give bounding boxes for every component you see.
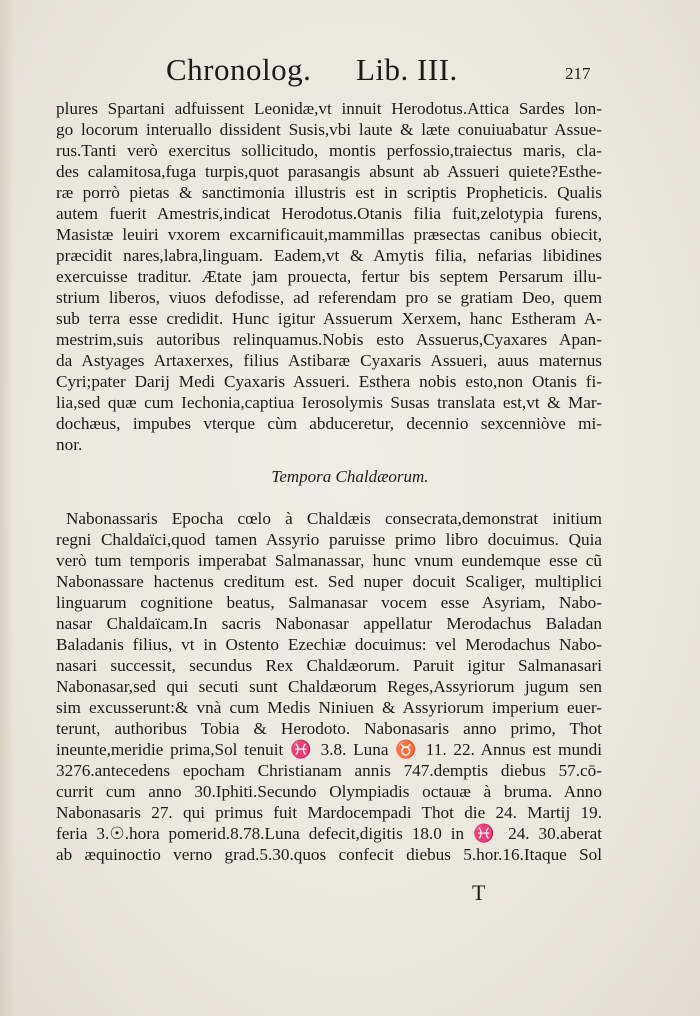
text-line: nasar Chaldaïcam.In sacris Nabonasar appellatur Merodachus Baladan xyxy=(56,614,602,633)
text-line: Baladanis filius, vt in Ostento Ezechiæ docuimus: vel Merodachus Nabo- xyxy=(56,635,602,654)
text-line: verò tum temporis imperabat Salmanassar, hunc vnum eundemque esse cũ xyxy=(56,551,602,570)
text-line: plures Spartani adfuissent Leonidæ,vt innuit Herodotus.Attica Sardes lon- xyxy=(56,99,602,118)
text-line: præcidit nares,labra,linguam. Eadem,vt & Amytis filia, nefarias libidines xyxy=(56,246,602,265)
paragraph-nabonassar xyxy=(56,508,602,865)
text-line: nor. xyxy=(56,435,83,454)
text-line: des calamitosa,fuga turpis,quot parasangis absunt ab Assueri quiete?Esthe- xyxy=(56,162,602,181)
text-line: exercuisse traditur. Ætate jam prouecta, fertur bis septem Persarum illu- xyxy=(56,267,602,286)
section-heading: Tempora Chaldæorum. xyxy=(271,467,429,486)
text-line: regni Chaldaïci,quod tamen Assyrio paruisse primo libro docuimus. Quia xyxy=(56,530,602,549)
text-line: sub terra esse credidit. Hunc igitur Assuerum Xerxem, hanc Estheram A- xyxy=(56,309,602,328)
page-number: 217 xyxy=(565,64,591,83)
paragraph-assuerus xyxy=(56,98,602,455)
binding-edge-shadow xyxy=(0,0,14,1016)
text-line: Nabonassare hactenus creditum est. Sed nuper docuit Scaliger, multiplici xyxy=(56,572,602,591)
text-line: da Astyages Artaxerxes, filius Astibaræ Cyaxaris Assueri, auus maternus xyxy=(56,351,602,370)
text-line: sim excusserunt:& vnà cum Medis Niniuen & Assyriorum imperium euer- xyxy=(56,698,602,717)
text-line: rus.Tanti verò exercitus sollicitudo, montis perfossio,traiectus maris, cla- xyxy=(56,141,602,160)
running-head-title: Chronolog. xyxy=(166,52,312,87)
text-line: Nabonassaris Epocha cœlo à Chaldæis consecrata,demonstrat initium xyxy=(66,509,602,528)
text-line: ræ porrò pietas & sanctimonia illustris est in scriptis Propheticis. Qualis xyxy=(56,183,602,202)
text-line: dochæus, impubes vterque cùm abduceretur, decennio sexcenniòve mi- xyxy=(56,414,602,433)
text-line: 3276.antecedens epocham Christianam annis 747.demptis diebus 57.cō- xyxy=(56,761,602,780)
text-line: Cyri;pater Darij Medi Cyaxaris Assueri. Esthera nobis esto,non Otanis fi- xyxy=(56,372,602,391)
text-line: mestrim,suis autoribus relinquamus.Nobis esto Assuerus,Cyaxares Apan- xyxy=(56,330,602,349)
text-line: ineunte,meridie prima,Sol tenuit ♓ 3.8. Luna ♉ 11. 22. Annus est mundi xyxy=(56,740,602,759)
text-line: autem fuerit Amestris,indicat Herodotus.Otanis filia fuit,zelotypia furens, xyxy=(56,204,602,223)
running-head-book: Lib. III. xyxy=(356,52,458,87)
text-line: lia,sed quæ cum Iechonia,captiua Ierosolymis Susas translata est,vt & Mar- xyxy=(56,393,602,412)
text-line: nasari successit, secundus Rex Chaldæorum. Paruit igitur Salmanasari xyxy=(56,656,602,675)
running-head xyxy=(0,52,700,96)
text-line: currit cum anno 30.Iphiti.Secundo Olympiadis octauæ à bruma. Anno xyxy=(56,782,602,801)
text-line: go locorum interuallo dissident Susis,vbi laute & læte conuiuabatur Assue- xyxy=(56,120,602,139)
text-line: Nabonasar,sed qui secuti sunt Chaldæorum Reges,Assyriorum jugum sen xyxy=(56,677,602,696)
signature-mark: T xyxy=(472,880,486,905)
text-line: linguarum cognitione beatus, Salmanasar vocem esse Asyriam, Nabo- xyxy=(56,593,602,612)
text-line: feria 3.☉.hora pomerid.8.78.Luna defecit,digitis 18.0 in ♓ 24. 30.aberat xyxy=(56,824,602,843)
text-line: Masistæ leuiri vxorem excarnificauit,mammillas præsectas canibus obiecit, xyxy=(56,225,602,244)
text-line: strium liberos, viuos defodisse, ad referendam pro se gratiam Deo, quem xyxy=(56,288,602,307)
text-line: terunt, authoribus Tobia & Herodoto. Nabonasaris anno primo, Thot xyxy=(56,719,602,738)
text-line: Nabonasaris 27. qui primus fuit Mardocempadi Thot die 24. Martij 19. xyxy=(56,803,602,822)
text-line: ab æquinoctio verno grad.5.30.quos confecit diebus 5.hor.16.Itaque Sol xyxy=(56,845,602,864)
